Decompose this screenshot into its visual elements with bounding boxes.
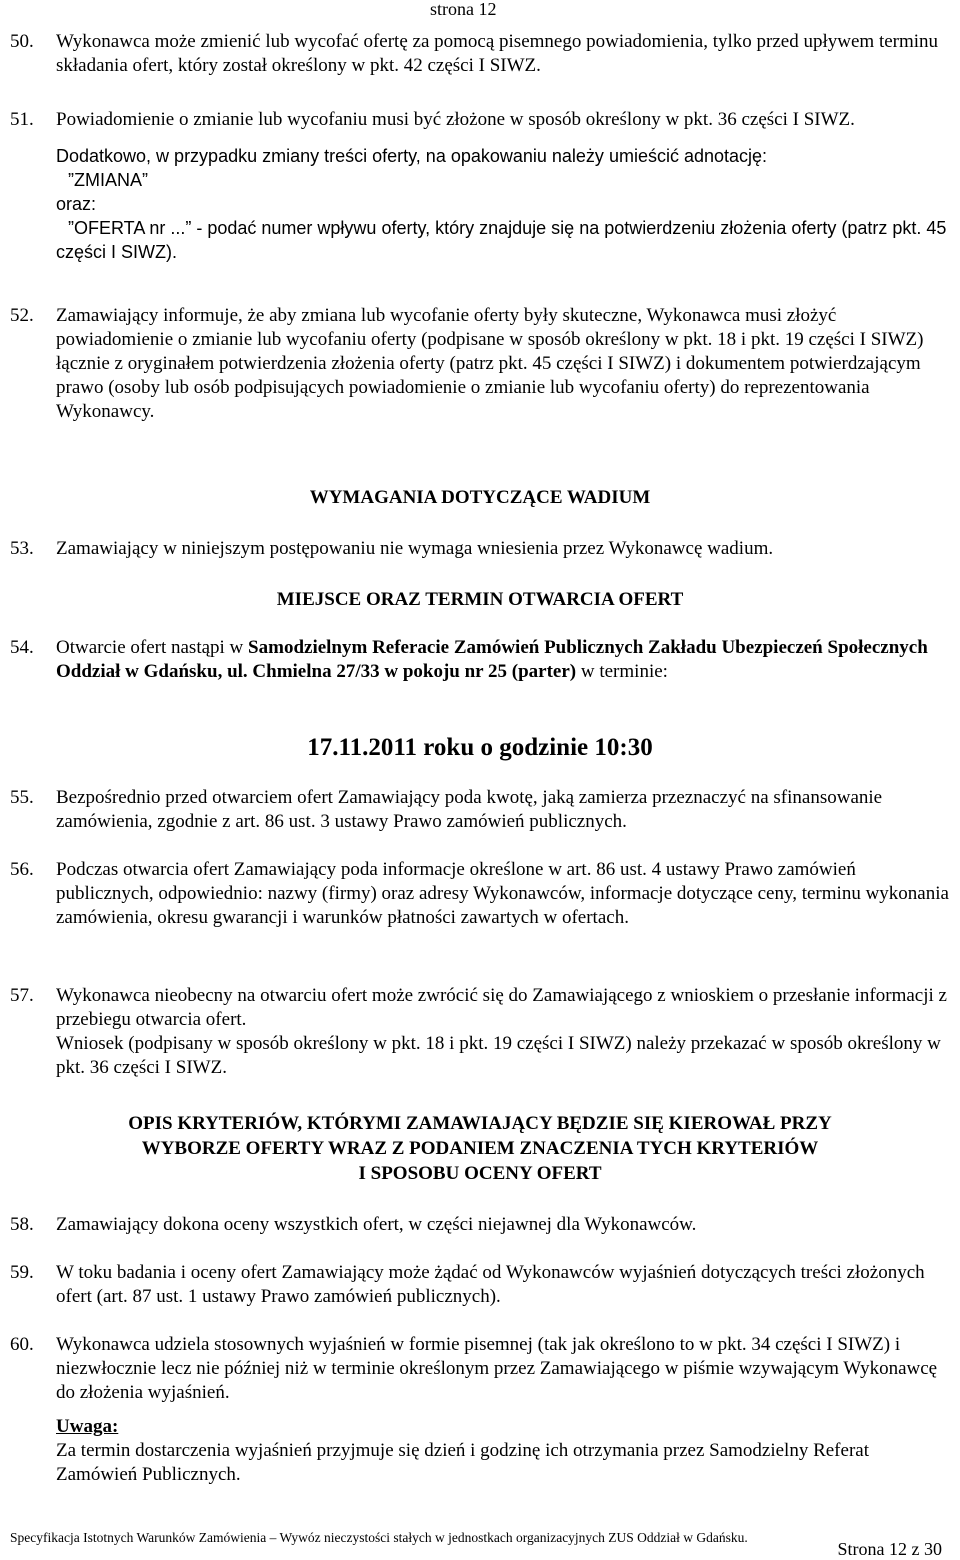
item-text: Bezpośrednio przed otwarciem ofert Zamawiający poda kwotę, jaką zamierza przeznaczyć na sfinansowanie zamówienia, zgodnie z art. 86 ust. 3 ustawy Prawo zamówień publicznych. xyxy=(56,787,883,832)
uwaga-label-text: Uwaga: xyxy=(56,1416,119,1437)
annotation-oraz: oraz: xyxy=(56,194,97,214)
item-60 xyxy=(10,1333,954,1487)
uwaga-label xyxy=(56,1415,954,1439)
item-text: Zamawiający informuje, że aby zmiana lub wycofanie oferty były skuteczne, Wykonawca musi złożyć powiadomienie o zmianie lub wycofaniu oferty (podpisane w sposób określony w pkt. 18 i pkt. 19 części I SIWZ) łącznie z oryginałem potwierdzenia złożenia oferty (patrz pkt. 45 części I SIWZ) i dokumentem potwierdzającym prawo (osoby lub osób podpisujących powiadomienie o zmianie lub wycofaniu oferty) do reprezentowania Wykonawcy. xyxy=(56,305,924,422)
item-text: Wykonawca może zmienić lub wycofać ofertę za pomocą pisemnego powiadomienia, tylko przed upływem terminu składania ofert, który został określony w pkt. 42 części I SIWZ. xyxy=(56,31,939,76)
annotation-zmiana: ”ZMIANA” xyxy=(68,170,148,190)
page-header: strona 12 xyxy=(430,0,497,19)
annotation-intro: Dodatkowo, w przypadku zmiany treści oferty, na opakowaniu należy umieścić adnotację: xyxy=(56,146,768,166)
item-51 xyxy=(10,108,954,264)
item-text-location: Samodzielnym Referacie Zamówień Publicznych Zakładu Ubezpieczeń Społecznych Oddział w Gdańsku, ul. Chmielna 27/33 w pokoju nr 25 (parter) xyxy=(56,637,928,682)
item-55 xyxy=(10,786,954,834)
item-number: 52. xyxy=(10,305,34,326)
annotation-oferta xyxy=(56,216,954,264)
item-text-c: w terminie: xyxy=(576,661,668,682)
item-text-2: Wniosek (podpisany w sposób określony w pkt. 18 i pkt. 19 części I SIWZ) należy przekazać w sposób określony w pkt. 36 części I SIWZ. xyxy=(56,1033,941,1078)
item-number: 57. xyxy=(10,985,34,1006)
item-54 xyxy=(10,636,954,684)
item-number: 53. xyxy=(10,538,34,559)
item-text-a: Otwarcie ofert nastąpi w xyxy=(56,637,249,658)
heading-opis-2: WYBORZE OFERTY WRAZ Z PODANIEM ZNACZENIA TYCH KRYTERIÓW xyxy=(141,1138,819,1159)
item-50 xyxy=(10,30,954,78)
item-text: W toku badania i oceny ofert Zamawiający może żądać od Wykonawców wyjaśnień dotyczących treści złożonych ofert (art. 87 ust. 1 ustawy Prawo zamówień publicznych). xyxy=(56,1262,925,1307)
item-number: 56. xyxy=(10,859,34,880)
item-53 xyxy=(10,537,954,561)
heading-opis-1: OPIS KRYTERIÓW, KTÓRYMI ZAMAWIAJĄCY BĘDZIE SIĘ KIEROWAŁ PRZY xyxy=(128,1113,832,1134)
item-text: Powiadomienie o zmianie lub wycofaniu musi być złożone w sposób określony w pkt. 36 części I SIWZ. xyxy=(56,109,855,130)
heading-opis-3: I SPOSOBU OCENY OFERT xyxy=(358,1163,602,1184)
opening-date: 17.11.2011 roku o godzinie 10:30 xyxy=(307,734,653,761)
item-number: 60. xyxy=(10,1334,34,1355)
item-58 xyxy=(10,1213,954,1237)
item-52 xyxy=(10,304,954,424)
item-56 xyxy=(10,858,954,930)
uwaga-text: Za termin dostarczenia wyjaśnień przyjmuje się dzień i godzinę ich otrzymania przez Samodzielny Referat Zamówień Publicznych. xyxy=(56,1440,869,1485)
item-number: 58. xyxy=(10,1214,34,1235)
item-number: 50. xyxy=(10,31,34,52)
annotation-block xyxy=(56,144,954,264)
item-number: 54. xyxy=(10,637,34,658)
item-number: 59. xyxy=(10,1262,34,1283)
heading-miejsce: MIEJSCE ORAZ TERMIN OTWARCIA OFERT xyxy=(276,589,684,610)
page-number: Strona 12 z 30 xyxy=(837,1539,942,1559)
item-text xyxy=(56,636,954,684)
item-number: 51. xyxy=(10,109,34,130)
item-59 xyxy=(10,1261,954,1309)
item-text: Wykonawca nieobecny na otwarciu ofert może zwrócić się do Zamawiającego z wnioskiem o przesłanie informacji z przebiegu otwarcia ofert. xyxy=(56,985,947,1030)
page-footer: Specyfikacja Istotnych Warunków Zamówienia – Wywóz nieczystości stałych w jednostkach organizacyjnych ZUS Oddział w Gdańsku. xyxy=(10,1530,748,1545)
item-text: Zamawiający dokona oceny wszystkich ofert, w części niejawnej dla Wykonawców. xyxy=(56,1214,697,1235)
item-text: Podczas otwarcia ofert Zamawiający poda informacje określone w art. 86 ust. 4 ustawy Prawo zamówień publicznych, odpowiednio: nazwy (firmy) oraz adresy Wykonawców, informacje dotyczące ceny, terminu wykonania zamówienia, okresu gwarancji i warunków płatności zawartych w ofertach. xyxy=(56,859,949,928)
annotation-oferta-label: ”OFERTA nr ...” xyxy=(68,218,192,238)
item-text: Wykonawca udziela stosownych wyjaśnień w formie pisemnej (tak jak określono to w pkt. 34 części I SIWZ) i niezwłocznie lecz nie później niż w terminie określonym przez Zamawiającego w piśmie wzywającym Wykonawcę do złożenia wyjaśnień. xyxy=(56,1334,938,1403)
annotation-oferta-text: - podać numer wpływu oferty, który znajduje się na potwierdzeniu złożenia oferty (patrz pkt. 45 części I SIWZ). xyxy=(56,218,947,262)
item-57 xyxy=(10,984,954,1080)
item-number: 55. xyxy=(10,787,34,808)
item-text: Zamawiający w niniejszym postępowaniu nie wymaga wniesienia przez Wykonawcę wadium. xyxy=(56,538,774,559)
heading-wadium: WYMAGANIA DOTYCZĄCE WADIUM xyxy=(309,487,651,508)
